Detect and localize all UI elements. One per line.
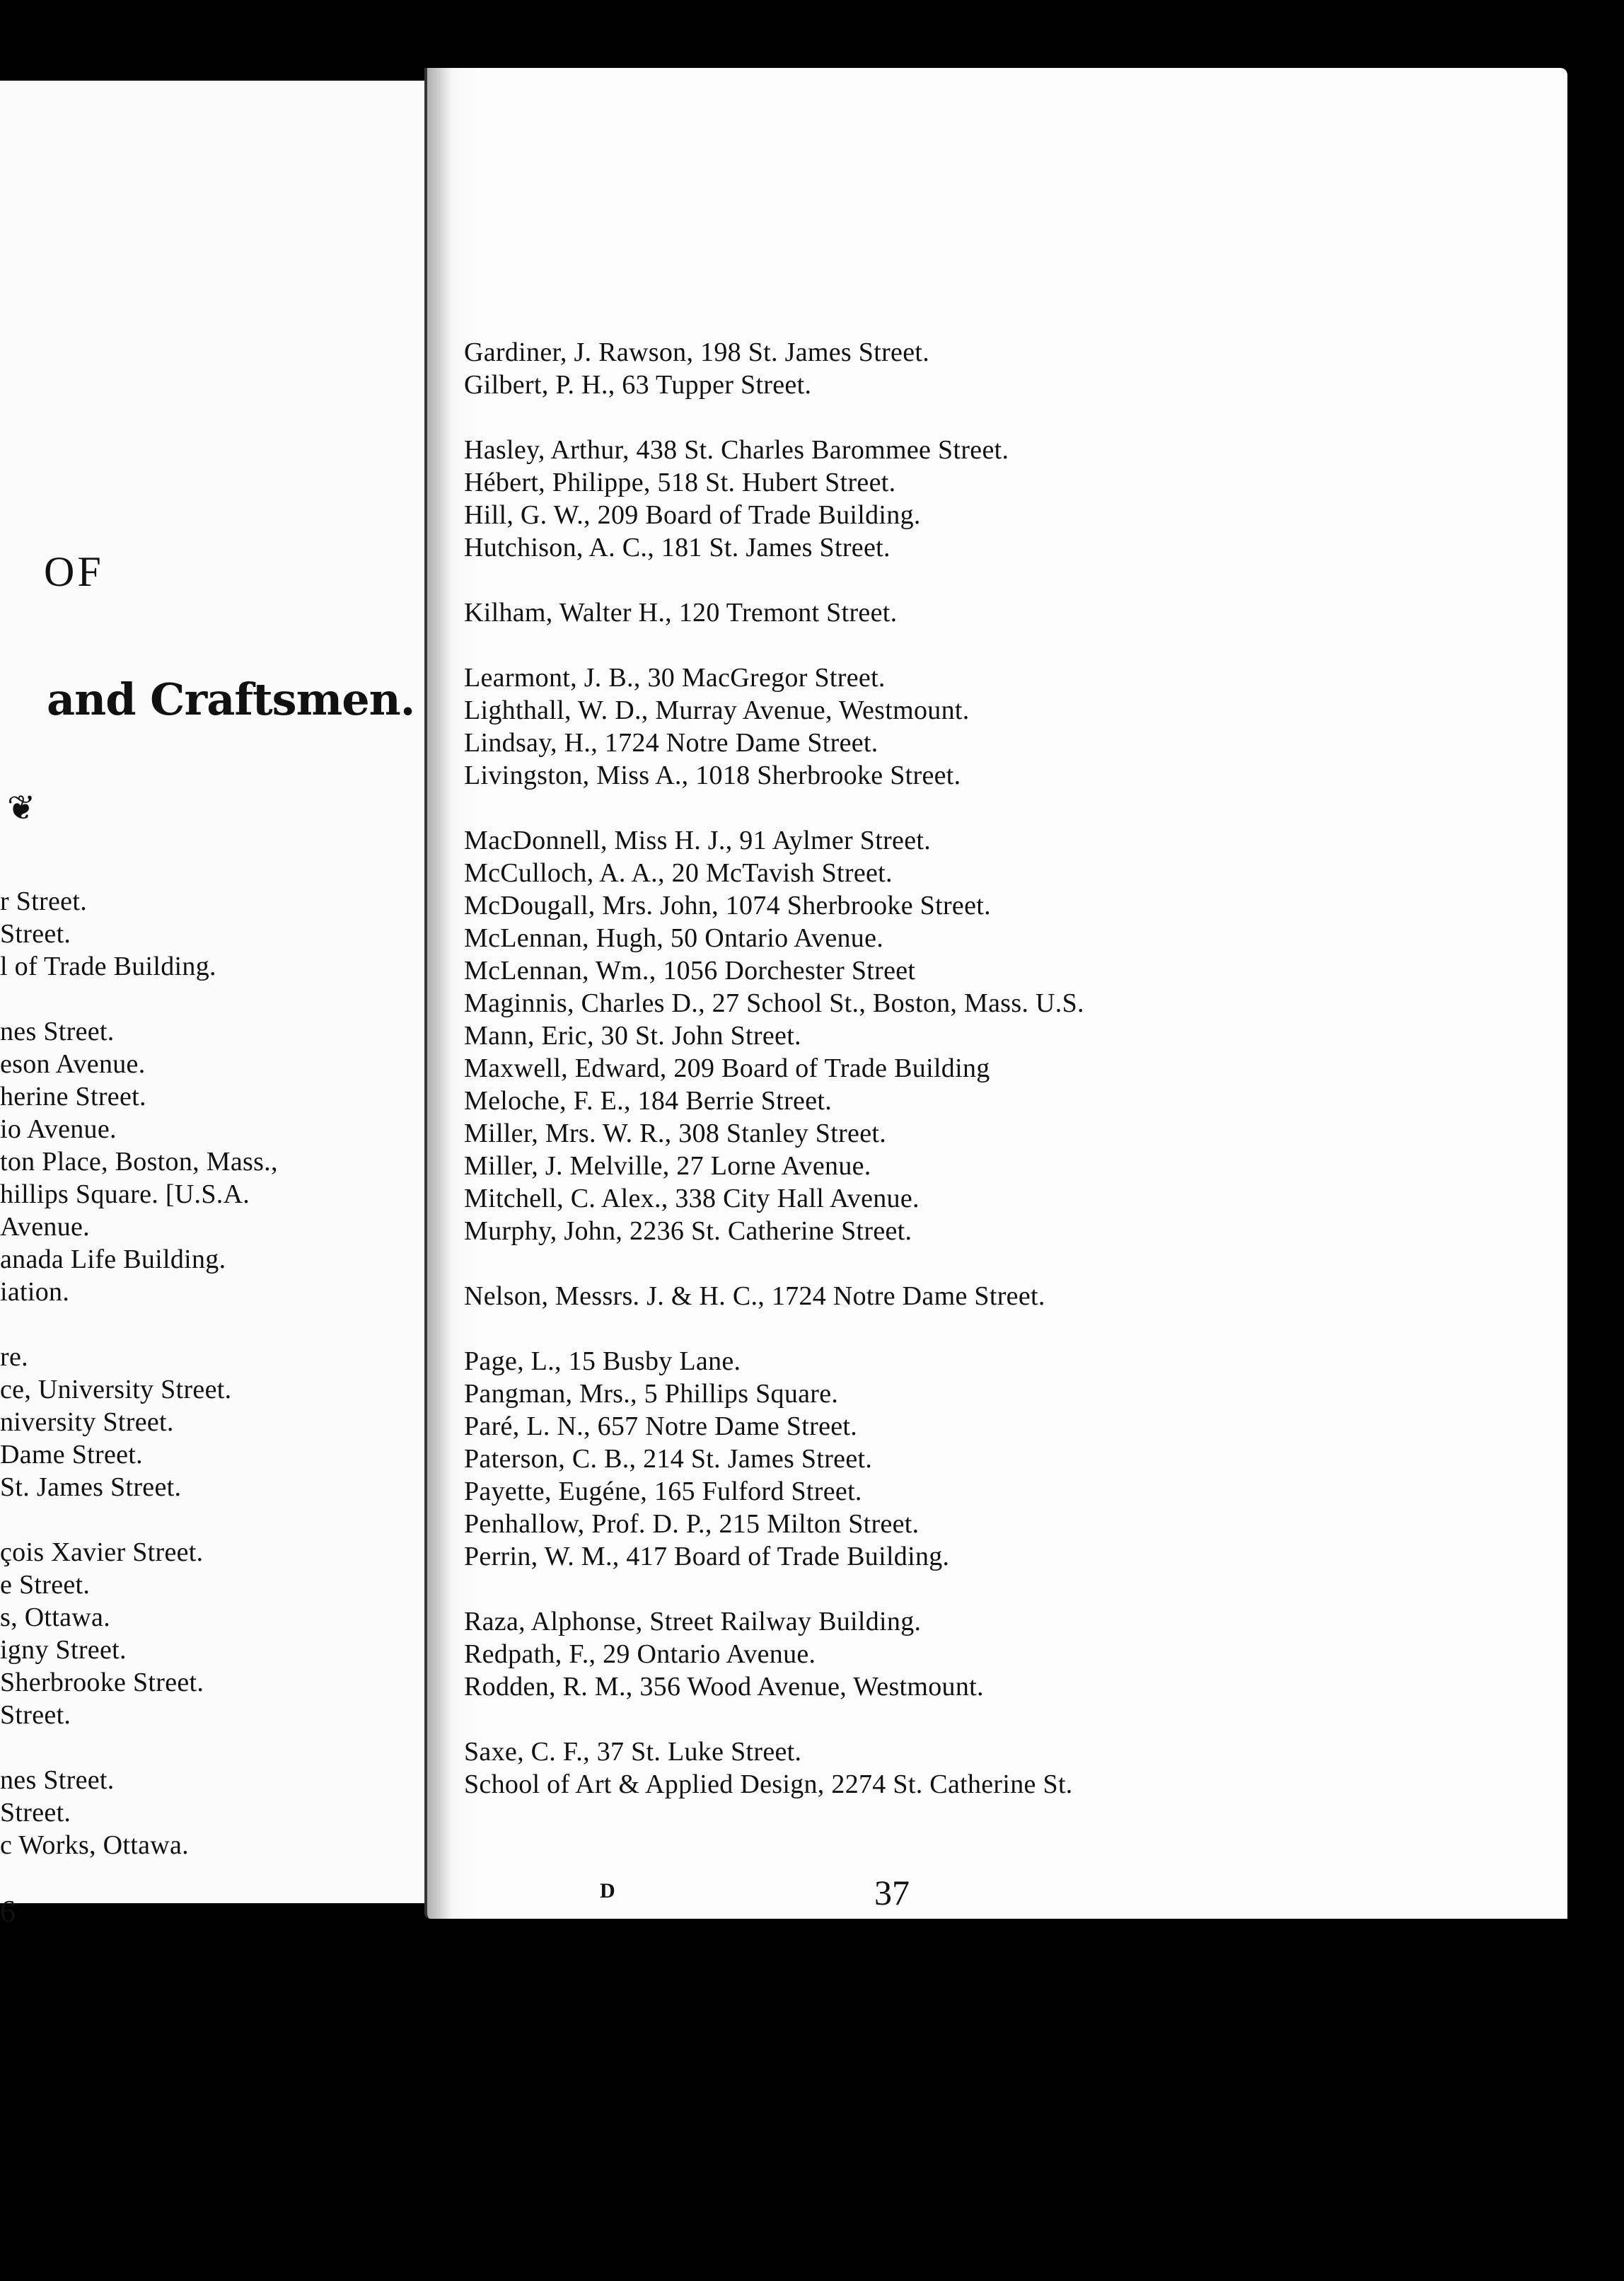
directory-entry: Murphy, John, 2236 St. Catherine Street. [464, 1216, 912, 1246]
directory-entry: Livingston, Miss A., 1018 Sherbrooke Street. [464, 761, 961, 790]
directory-entry: r Street. [0, 887, 87, 916]
directory-entry: e Street. [0, 1570, 91, 1600]
directory-entry: Paré, L. N., 657 Notre Dame Street. [464, 1411, 858, 1441]
gutter-shadow [427, 68, 453, 1919]
directory-entry: Meloche, F. E., 184 Berrie Street. [464, 1086, 833, 1116]
directory-entry: Page, L., 15 Busby Lane. [464, 1346, 741, 1376]
directory-entry: ton Place, Boston, Mass., [0, 1147, 278, 1177]
directory-entry: Sherbrooke Street. [0, 1668, 204, 1697]
directory-entry: Lighthall, W. D., Murray Avenue, Westmount. [464, 695, 970, 725]
directory-entry: igny Street. [0, 1635, 127, 1665]
directory-entry: McDougall, Mrs. John, 1074 Sherbrooke Street. [464, 891, 991, 920]
ornament-icon: ❦ [7, 790, 36, 827]
directory-entry: ce, University Street. [0, 1375, 232, 1404]
directory-entry: hillips Square. [U.S.A. [0, 1179, 250, 1209]
directory-entry: Perrin, W. M., 417 Board of Trade Building. [464, 1542, 950, 1571]
directory-entry: anada Life Building. [0, 1245, 226, 1274]
directory-entry: Miller, J. Melville, 27 Lorne Avenue. [464, 1151, 871, 1181]
directory-entry: eson Avenue. [0, 1049, 146, 1079]
left-page [0, 81, 455, 1929]
directory-entry: Learmont, J. B., 30 MacGregor Street. [464, 663, 886, 693]
directory-entry: io Avenue. [0, 1114, 117, 1144]
directory-entry: Lindsay, H., 1724 Notre Dame Street. [464, 728, 878, 758]
directory-entry: Mitchell, C. Alex., 338 City Hall Avenue. [464, 1184, 920, 1213]
directory-entry: iation. [0, 1277, 70, 1307]
directory-entry: Maxwell, Edward, 209 Board of Trade Building [464, 1053, 990, 1083]
directory-entry: Street. [0, 1700, 71, 1730]
directory-entry: Hill, G. W., 209 Board of Trade Building. [464, 500, 921, 530]
directory-entry: nes Street. [0, 1765, 115, 1795]
directory-entry: McLennan, Hugh, 50 Ontario Avenue. [464, 923, 884, 953]
directory-entry: Saxe, C. F., 37 St. Luke Street. [464, 1737, 802, 1767]
directory-entry: s, Ottawa. [0, 1603, 111, 1632]
directory-entry: Rodden, R. M., 356 Wood Avenue, Westmount. [464, 1672, 984, 1702]
directory-entry: Gardiner, J. Rawson, 198 St. James Street. [464, 337, 930, 367]
directory-entry: Maginnis, Charles D., 27 School St., Boston, Mass. U.S. [464, 988, 1084, 1018]
directory-entry: Nelson, Messrs. J. & H. C., 1724 Notre Dame Street. [464, 1281, 1045, 1311]
directory-entry: Hasley, Arthur, 438 St. Charles Barommee Street. [464, 435, 1009, 465]
directory-entry: Raza, Alphonse, Street Railway Building. [464, 1607, 922, 1636]
directory-entry: nes Street. [0, 1017, 115, 1046]
directory-entry: Penhallow, Prof. D. P., 215 Milton Street. [464, 1509, 920, 1539]
directory-entry: Paterson, C. B., 214 St. James Street. [464, 1444, 873, 1474]
heading-craftsmen: and Craftsmen. [47, 674, 415, 725]
left-page-number: 6 [0, 1894, 16, 1929]
directory-entry: Pangman, Mrs., 5 Phillips Square. [464, 1379, 839, 1409]
directory-entry: herine Street. [0, 1082, 146, 1111]
directory-entry: Gilbert, P. H., 63 Tupper Street. [464, 370, 812, 400]
directory-entry: çois Xavier Street. [0, 1537, 204, 1567]
directory-entry: School of Art & Applied Design, 2274 St. Catherine St. [464, 1769, 1073, 1799]
right-page-number: 37 [874, 1873, 910, 1912]
directory-entry: Avenue. [0, 1212, 90, 1242]
directory-entry: l of Trade Building. [0, 952, 216, 981]
directory-entry: Payette, Eugéne, 165 Fulford Street. [464, 1477, 862, 1506]
directory-entry: Street. [0, 1798, 71, 1827]
directory-entry: c Works, Ottawa. [0, 1830, 189, 1860]
signature-mark: D [600, 1879, 615, 1902]
directory-entry: McLennan, Wm., 1056 Dorchester Street [464, 956, 916, 986]
directory-entry: re. [0, 1342, 28, 1372]
directory-entry: Street. [0, 919, 71, 949]
directory-entry: St. James Street. [0, 1472, 182, 1502]
directory-entry: Hébert, Philippe, 518 St. Hubert Street. [464, 468, 896, 497]
directory-entry: Dame Street. [0, 1440, 143, 1469]
heading-of: OF [44, 548, 104, 595]
directory-entry: Redpath, F., 29 Ontario Avenue. [464, 1639, 816, 1669]
directory-entry: MacDonnell, Miss H. J., 91 Aylmer Street. [464, 826, 932, 855]
right-page [424, 68, 1567, 1919]
directory-entry: McCulloch, A. A., 20 McTavish Street. [464, 858, 893, 888]
directory-entry: niversity Street. [0, 1407, 174, 1437]
directory-entry: Hutchison, A. C., 181 St. James Street. [464, 533, 891, 562]
directory-entry: Miller, Mrs. W. R., 308 Stanley Street. [464, 1119, 887, 1148]
directory-entry: Kilham, Walter H., 120 Tremont Street. [464, 598, 898, 628]
directory-entry: Mann, Eric, 30 St. John Street. [464, 1021, 801, 1051]
